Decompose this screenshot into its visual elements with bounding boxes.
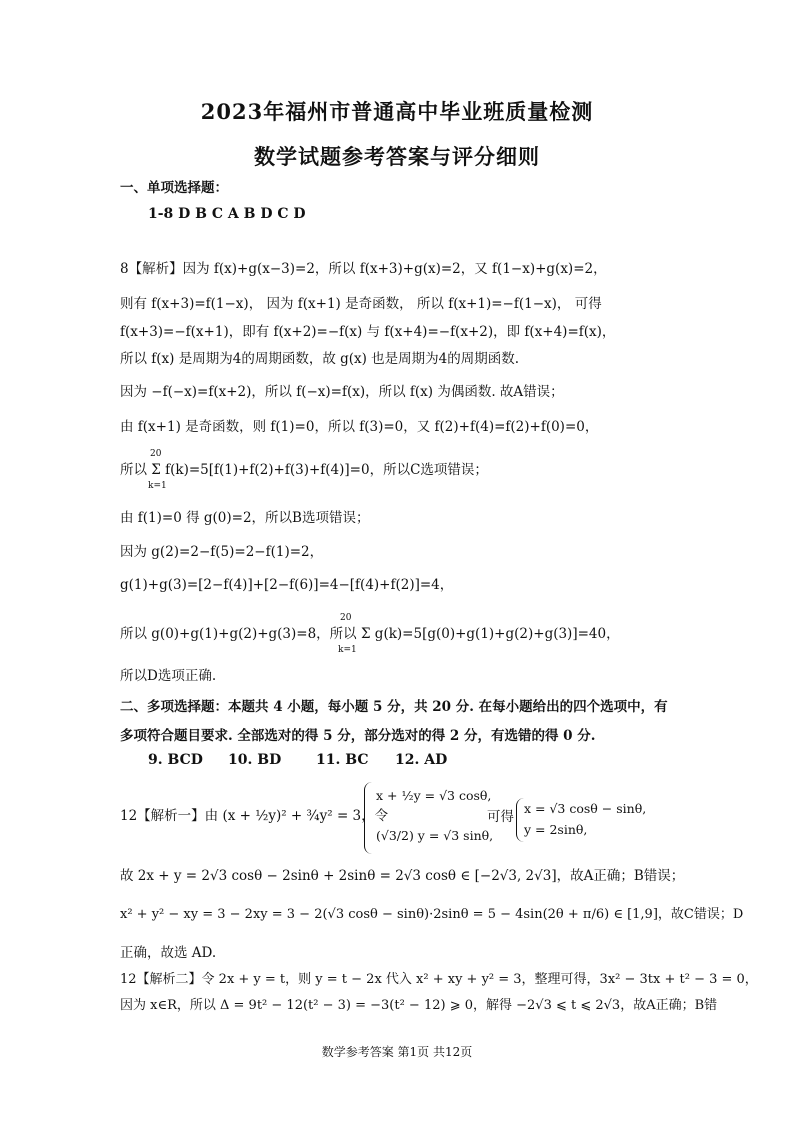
page-title: 2023年福州市普通高中毕业班质量检测 xyxy=(200,99,594,124)
q8-line-2: 则有 f(x+3)=f(1−x)， 因为 f(x+1) 是奇函数， 所以 f(x+1)=−f(1−x)， 可得 xyxy=(120,296,602,312)
q8-line-7 xyxy=(120,460,680,480)
answer-11: 11. BC xyxy=(316,752,369,768)
q8-line-10: g(1)+g(3)=[2−f(4)]+[2−f(6)]=4−[f(4)+f(2)]=4， xyxy=(120,577,454,593)
q12-line-3: x² + y² − xy = 3 − 2xy = 3 − 2(√3 cosθ − sinθ)·2sinθ = 5 − 4sin(2θ + π/6) ∈ [1,9]，故C错误；D xyxy=(120,907,744,922)
q8-line-8: 由 f(1)=0 得 g(0)=2，所以B选项错误； xyxy=(120,510,370,526)
section1-heading: 一、单项选择题： xyxy=(120,180,228,196)
q12-system2-eq1: x = √3 cosθ − sinθ, xyxy=(524,801,647,816)
page-subtitle: 数学试题参考答案与评分细则 xyxy=(254,144,540,169)
q12-line-1: 12【解析一】由 (x + ½y)² + ¾y² = 3，令 xyxy=(120,808,389,824)
sum-top-limit: 20 xyxy=(150,449,162,459)
sum-bottom-limit-2: k=1 xyxy=(338,645,357,655)
q12-line-4: 正确，故选 AD. xyxy=(120,945,217,961)
q12-then: 可得 xyxy=(487,809,514,825)
q12-system1-eq1: x + ½y = √3 cosθ, xyxy=(376,788,492,803)
system-brace-1 xyxy=(364,782,375,854)
section2-heading-1: 二、多项选择题：本题共 4 小题，每小题 5 分，共 20 分. 在每小题给出的四个选项中，有 xyxy=(120,699,668,715)
answer-10: 10. BD xyxy=(228,752,282,768)
section1-answers: 1-8 D B C A B D C D xyxy=(148,206,306,222)
sum-top-limit-2: 20 xyxy=(340,613,352,623)
q12-line-2: 故 2x + y = 2√3 cosθ − 2sinθ + 2sinθ = 2√3 cosθ ∈ [−2√3, 2√3]，故A正确；B错误； xyxy=(120,868,685,884)
q12-system2-eq2: y = 2sinθ, xyxy=(524,822,588,837)
q12-system1-eq2: (√3/2) y = √3 sinθ, xyxy=(376,828,494,843)
q8-line-12: 所以D选项正确. xyxy=(120,668,217,684)
q8-line-1: 8【解析】因为 f(x)+g(x−3)=2，所以 f(x+3)+g(x)=2，又 f(1−x)+g(x)=2， xyxy=(120,261,607,277)
q12-line-6: 因为 x∈R，所以 Δ = 9t² − 12(t² − 3) = −3(t² − 12) ⩾ 0，解得 −2√3 ⩽ t ⩽ 2√3，故A正确；B错 xyxy=(120,998,718,1013)
answer-9: 9. BCD xyxy=(148,752,203,768)
page-footer: 数学参考答案 第1页 共12页 xyxy=(321,1045,473,1059)
q12-line-5: 12【解析二】令 2x + y = t，则 y = t − 2x 代入 x² + xy + y² = 3，整理可得，3x² − 3tx + t² − 3 = 0， xyxy=(120,972,758,987)
sum-bottom-limit: k=1 xyxy=(148,481,167,491)
q8-line-5: 因为 −f(−x)=f(x+2)，所以 f(−x)=f(x)，所以 f(x) 为偶函数. 故A错误； xyxy=(120,384,564,400)
answer-12: 12. AD xyxy=(395,752,448,768)
q8-line-4: 所以 f(x) 是周期为4的周期函数，故 g(x) 也是周期为4的周期函数. xyxy=(120,351,520,367)
q8-line-3: f(x+3)=−f(x+1)，即有 f(x+2)=−f(x) 与 f(x+4)=−f(x+2)，即 f(x+4)=f(x)， xyxy=(120,324,616,340)
q8-line-7-text: 所以 Σ f(k)=5[f(1)+f(2)+f(3)+f(4)]=0，所以C选项错误； xyxy=(120,462,488,478)
section2-heading-2: 多项符合题目要求. 全部选对的得 5 分，部分选对的得 2 分，有选错的得 0 分. xyxy=(120,728,596,744)
q8-line-11: 所以 g(0)+g(1)+g(2)+g(3)=8，所以 Σ g(k)=5[g(0)+g(1)+g(2)+g(3)]=40， xyxy=(120,626,620,642)
q8-line-6: 由 f(x+1) 是奇函数，则 f(1)=0，所以 f(3)=0，又 f(2)+f(4)=f(2)+f(0)=0， xyxy=(120,419,599,435)
q8-line-9: 因为 g(2)=2−f(5)=2−f(1)=2， xyxy=(120,544,324,560)
